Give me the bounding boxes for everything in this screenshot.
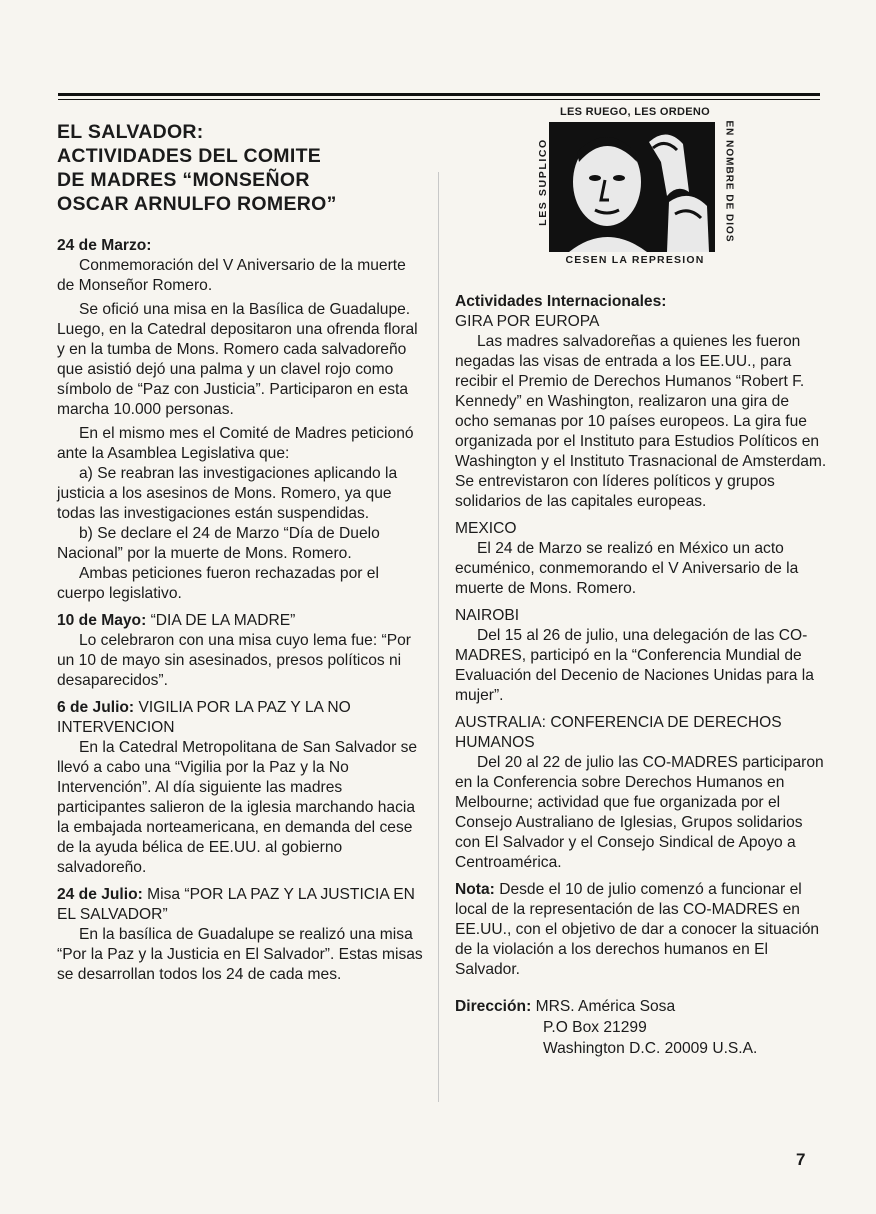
address-line: P.O Box 21299	[543, 1019, 647, 1036]
left-column	[57, 120, 427, 985]
section-heading-july6	[57, 698, 427, 738]
date-heading-march: 24 de Marzo:	[57, 237, 152, 254]
address-name: MRS. América Sosa	[531, 998, 676, 1015]
address-line	[455, 996, 827, 1017]
subheading: NAIROBI	[455, 607, 520, 624]
heading-title: VIGILIA POR LA PAZ Y LA NO INTERVENCION	[57, 699, 351, 736]
header-rule-thick	[58, 93, 820, 96]
note-paragraph	[455, 880, 827, 980]
subheading: MEXICO	[455, 520, 517, 537]
section-heading-may	[57, 611, 427, 631]
title-line: EL SALVADOR:	[57, 121, 204, 143]
note-text: Desde el 10 de julio comenzó a funcionar el local de la representación de las CO-MADRES en EE.UU., con el objetivo de dar a conocer la situación de la violación a los derechos humanos en El Salvador.	[455, 881, 820, 978]
paragraph: a) Se reabran las investigaciones aplicando la justicia a los asesinos de Mons. Romero, ya que todas las investigaciones están suspendidas.	[57, 465, 398, 522]
paragraph: b) Se declare el 24 de Marzo “Día de Duelo Nacional” por la muerte de Mons. Romero.	[57, 525, 380, 562]
heading-title: Misa “POR LA PAZ Y LA JUSTICIA EN EL SALVADOR”	[57, 886, 415, 923]
note-label: Nota:	[455, 881, 495, 898]
subheading: GIRA POR EUROPA	[455, 313, 600, 330]
subheading: AUSTRALIA: CONFERENCIA DE DERECHOS HUMANOS	[455, 714, 782, 751]
paragraph: Se ofició una misa en la Basílica de Guadalupe. Luego, en la Catedral depositaron una ofrenda floral y en la tumba de Mons. Romero cada salvadoreño que asistió dejó una palma y un clavel rojo como símbolo de “Paz con Justicia”. Participaron en esta marcha 10.000 personas.	[57, 301, 418, 418]
address-line: Washington D.C. 20009 U.S.A.	[543, 1040, 758, 1057]
romero-portrait-illustration	[549, 122, 715, 252]
section-heading-july24	[57, 885, 427, 925]
right-column	[455, 292, 827, 1059]
title-line: OSCAR ARNULFO ROMERO”	[57, 193, 337, 215]
paragraph: Del 15 al 26 de julio, una delegación de las CO-MADRES, participó en la “Conferencia Mundial de Evaluación del Decenio de Naciones Unidas para la mujer”.	[455, 627, 814, 704]
address-label: Dirección:	[455, 998, 532, 1015]
heading-date: 10 de Mayo:	[57, 612, 147, 629]
paragraph: En la basílica de Guadalupe se realizó una misa “Por la Paz y la Justicia en El Salvador”. Estas misas se desarrollan todos los 24 de cada mes.	[57, 926, 423, 983]
article-title	[57, 120, 427, 216]
heading-date: 6 de Julio:	[57, 699, 135, 716]
title-line: ACTIVIDADES DEL COMITE	[57, 145, 322, 167]
section-heading-international: Actividades Internacionales:	[455, 293, 667, 310]
paragraph: Ambas peticiones fueron rechazadas por el cuerpo legislativo.	[57, 565, 379, 602]
column-divider	[438, 172, 439, 1102]
paragraph: Del 20 al 22 de julio las CO-MADRES participaron en la Conferencia sobre Derechos Humanos en Melbourne; actividad que fue organizada por el Consejo Australiano de Iglesias, Grupos solidarios con El Salvador y el Consejo Sindical de Apoyo a Centroamérica.	[455, 754, 824, 871]
romero-poster	[533, 104, 735, 268]
paragraph: En la Catedral Metropolitana de San Salvador se llevó a cabo una “Vigilia por la Paz y la No Intervención”. Al día siguiente las madres participantes salieron de la iglesia marchando hacia la embajada norteamericana, en demanda del cese de la ayuda bélica de EE.UU. al gobierno salvadoreño.	[57, 739, 418, 876]
poster-caption-bottom: CESEN LA REPRESION	[565, 254, 705, 266]
paragraph: Lo celebraron con una misa cuyo lema fue: “Por un 10 de mayo sin asesinados, presos políticos ni desaparecidos”.	[57, 632, 411, 689]
heading-date: 24 de Julio:	[57, 886, 143, 903]
title-line: DE MADRES “MONSEÑOR	[57, 169, 310, 191]
poster-caption-top: LES RUEGO, LES ORDENO	[560, 106, 710, 118]
poster-caption-left: LES SUPLICO	[537, 138, 549, 226]
header-rule-thin	[58, 99, 820, 100]
address-block	[455, 996, 827, 1059]
page-number: 7	[796, 1150, 806, 1169]
paragraph: Las madres salvadoreñas a quienes les fueron negadas las visas de entrada a los EE.UU., para recibir el Premio de Derechos Humanos “Robert F. Kennedy” en Washington, realizaron una gira de ocho semanas por 10 países europeos. La gira fue organizada por el Instituto para Estudios Políticos en Washington y el Instituto Trasnacional de Amsterdam. Se entrevistaron con líderes políticos y grupos solidarios de las capitales europeas.	[455, 333, 827, 510]
paragraph: En el mismo mes el Comité de Madres peticionó ante la Asamblea Legislativa que:	[57, 425, 414, 462]
poster-caption-right: EN NOMBRE DE DIOS	[723, 120, 735, 243]
paragraph: Conmemoración del V Aniversario de la muerte de Monseñor Romero.	[57, 257, 406, 294]
heading-title: “DIA DE LA MADRE”	[146, 612, 296, 629]
paragraph: El 24 de Marzo se realizó en México un acto ecuménico, conmemorando el V Aniversario de la muerte de Mons. Romero.	[455, 540, 799, 597]
